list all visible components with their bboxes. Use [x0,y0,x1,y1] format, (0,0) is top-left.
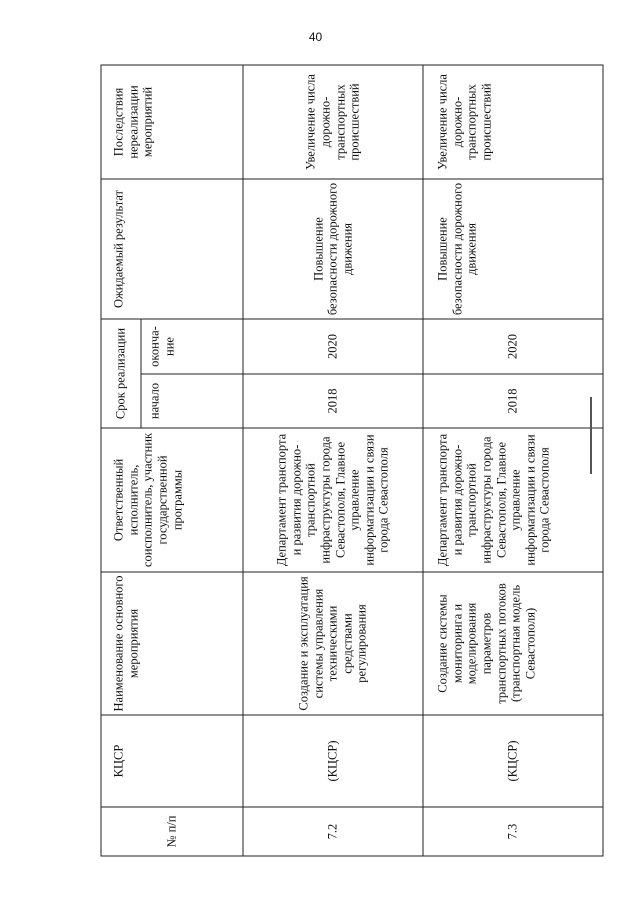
header-kcsr: КЦСР [101,715,243,807]
scan-margin-line [590,397,592,474]
header-expected-result: Ожидаемый результат [101,179,243,319]
row-measure-name: Создание системы мониторинга и моделирования параметров транспортных потоков (транспортная модель Севастополя) [423,572,603,715]
row-kcsr: (КЦСР) [243,715,423,807]
row-consequences: Увеличение числа дорожно-транспортных происшествий [243,65,423,179]
table-row [243,65,423,856]
row-end-year: 2020 [423,319,603,374]
row-responsible: Департамент транспорта и развития дорожно-транспортной инфраструктуры города Севастополя, Главное управление информатизации и связи города Севастополя [243,428,423,572]
row-consequences: Увеличение числа дорожно-транспортных происшествий [423,65,603,179]
row-kcsr: (КЦСР) [423,715,603,807]
measures-table [101,64,604,856]
header-number: № п/п [101,807,243,856]
row-start-year: 2018 [243,374,423,428]
row-responsible: Департамент транспорта и развития дорожно-транспортной инфраструктуры города Севастополя, Главное управление информатизации и связи города Севастополя [423,428,603,572]
table-row [423,65,603,856]
row-expected-result: Повышение безопасности дорожного движения [243,179,423,319]
rotated-table-frame [101,66,552,857]
header-name: Наименование основного мероприятия [101,572,243,715]
header-responsible: Ответственный исполнитель, соисполнитель, участник государственной программы [101,428,243,572]
row-measure-name: Создание и эксплуатация системы управления техническими средствами регулирования [243,572,423,715]
row-expected-result: Повышение безопасности дорожного движения [423,179,603,319]
row-start-year: 2018 [423,374,603,428]
row-end-year: 2020 [243,319,423,374]
header-term: Срок реализации [101,319,141,428]
page-number: 40 [308,30,323,44]
header-consequences: Последствия нереализации мероприятий [101,65,243,179]
header-term-end: оконча-ние [141,319,243,374]
row-number: 7.2 [243,807,423,856]
header-term-start: начало [141,374,243,428]
row-number: 7.3 [423,807,603,856]
